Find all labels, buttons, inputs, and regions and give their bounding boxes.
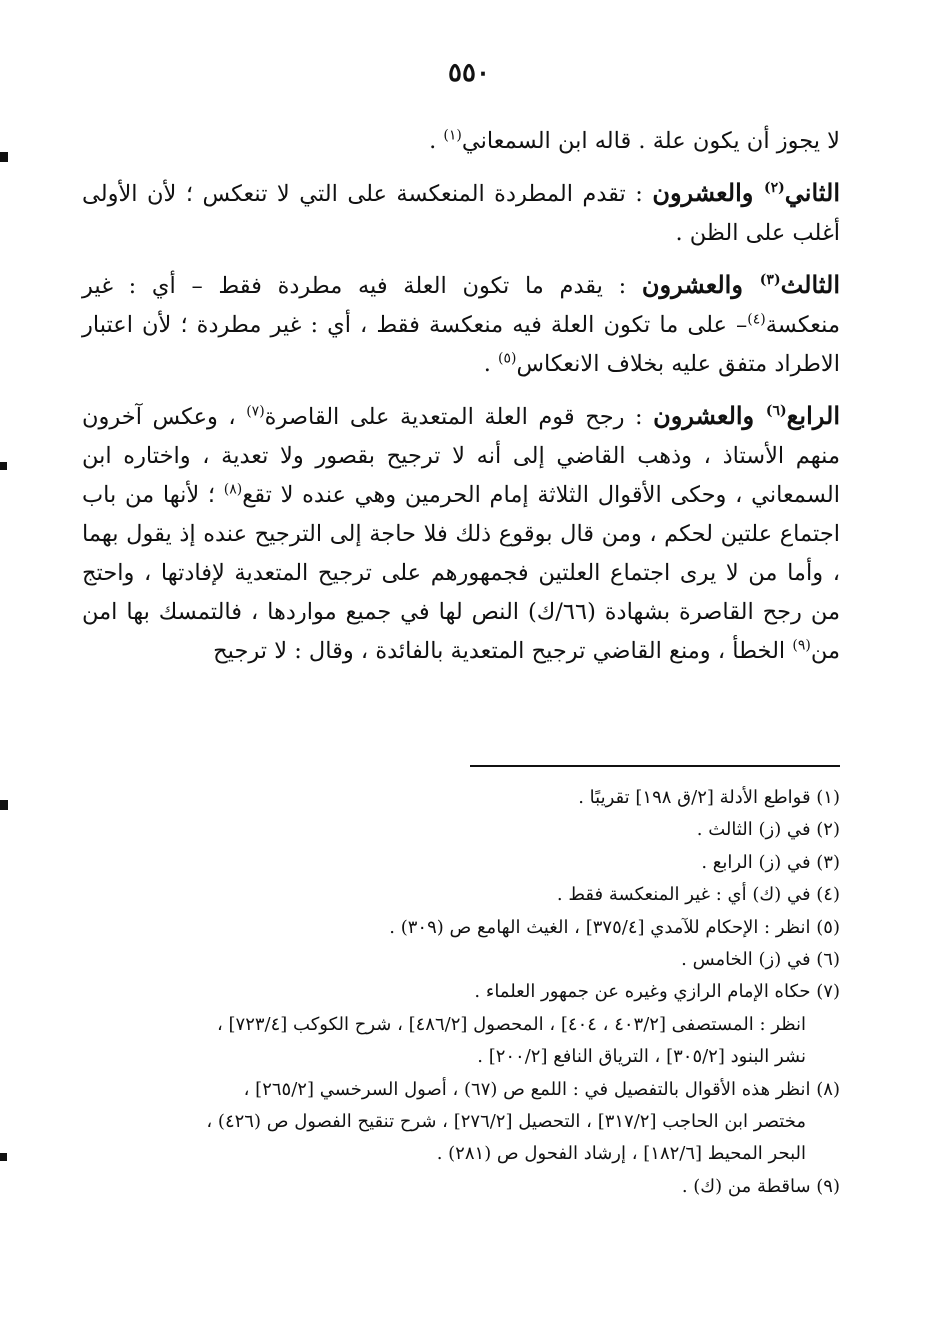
footnote-9: (٩) ساقطة من (ك) . — [681, 1175, 840, 1197]
page-number: ٥٥٠ — [448, 58, 490, 88]
footnote-4: (٤) في (ك) أي : غير المنعكسة فقط . — [556, 884, 840, 906]
footnote-ref: (٦) — [765, 403, 787, 419]
paragraph-23: الثالث$^{(٣)}$ والعشرون : يقدم ما تكون العلة فيه مطردة فقط – أي : غير منعكسة$^{(٤)}$– على ما تكون العلة فيه منعكسة فقط ، أي : غير مطردة ؛ لأن اعتبار الاطراد متفق عليه بخلاف الانعكاس$^{(٥)}$ . — [82, 270, 840, 377]
footnote-2: (٢) في (ز) الثالث . — [696, 819, 840, 841]
paragraph-heading: الثالث$^{(٣)}$ والعشرون — [641, 270, 840, 299]
footnote-ref: (٢) — [764, 180, 785, 196]
footnote-separator — [470, 765, 840, 767]
main-text — [82, 122, 840, 683]
footnote-3: (٣) في (ز) الرابع . — [701, 851, 840, 873]
footnote-ref: (٨) — [223, 481, 243, 498]
footnote-6: (٦) في (ز) الخامس . — [681, 949, 840, 971]
footnote-8-continuation: البحر المحيط [١٨٢/٦] ، إرشاد الفحول ص (٢٨١) . — [436, 1143, 806, 1165]
paragraph-intro: لا يجوز أن يكون علة . قاله ابن السمعاني$^{(١)}$ . — [429, 127, 840, 154]
footnote-ref: (١) — [443, 127, 462, 144]
scan-margin-mark — [0, 800, 8, 810]
footnote-7: (٧) حكاه الإمام الرازي وغيره عن جمهور العلماء . — [474, 981, 840, 1003]
scan-margin-mark — [0, 1153, 7, 1161]
footnote-5: (٥) انظر : الإحكام للآمدي [٣٧٥/٤] ، الغيث الهامع ص (٣٠٩) . — [389, 916, 840, 938]
scan-margin-mark — [0, 462, 7, 470]
paragraph-heading: الثاني$^{(٢)}$ والعشرون — [652, 178, 840, 207]
footnote-ref: (٩) — [792, 637, 811, 654]
footnotes — [70, 782, 840, 1203]
footnote-7-continuation: نشر البنود [٣٠٥/٢] ، الترياق النافع [٢٠٠/٢] . — [477, 1046, 806, 1068]
footnote-ref: (٣) — [759, 272, 781, 288]
footnote-ref: (٤) — [747, 311, 766, 328]
scan-margin-mark — [0, 152, 8, 162]
footnote-ref: (٧) — [246, 403, 265, 420]
footnote-8: (٨) انظر هذه الأقوال بالتفصيل في : اللمع ص (٦٧) ، أصول السرخسي [٢٦٥/٢] ، — [243, 1078, 840, 1100]
footnote-7-continuation: انظر : المستصفى [٤٠٣/٢ ، ٤٠٤] ، المحصول [٤٨٦/٢] ، شرح الكوكب [٧٢٣/٤] ، — [216, 1013, 806, 1035]
paragraph-22: الثاني$^{(٢)}$ والعشرون : تقدم المطردة المنعكسة على التي لا تنعكس ؛ لأن الأولى أغلب على الظن . — [82, 178, 840, 246]
paragraph-24: الرابع$^{(٦)}$ والعشرون : رجح قوم العلة المتعدية على القاصرة$^{(٧)}$ ، وعكس آخرون منهم الأستاذ ، وذهب القاضي إلى أنه لا ترجيح بقصور ولا تعدية ، واختاره ابن السمعاني ، وحكى الأقوال الثلاثة إمام الحرمين وهي عنده لا تقع$^{(٨)}$ ؛ لأنها من باب اجتماع علتين لحكم ، ومن قال بوقوع ذلك فلا حاجة إلى الترجيح عنده إذ يقول بهما ، وأما من لا يرى اجتماع العلتين فجمهورهم على ترجيح المتعدية لإفادتها ، واحتج من رجح القاصرة بشهادة (٦٦/ك) النص لها في جميع مواردها ، فالتمسك بها امن من$^{(٩)}$ الخطأ ، ومنع القاضي ترجيح المتعدية بالفائدة ، وقال : لا ترجيح — [82, 401, 840, 664]
footnote-8-continuation: مختصر ابن الحاجب [٣١٧/٢] ، التحصيل [٢٧٦/٢] ، شرح تنقيح الفصول ص (٤٢٦) ، — [206, 1111, 806, 1133]
footnote-ref: (٥) — [498, 350, 517, 367]
paragraph-heading: الرابع$^{(٦)}$ والعشرون — [653, 401, 840, 430]
footnote-1: (١) قواطع الأدلة [٢/ق ١٩٨] تقريبًا . — [578, 787, 840, 808]
